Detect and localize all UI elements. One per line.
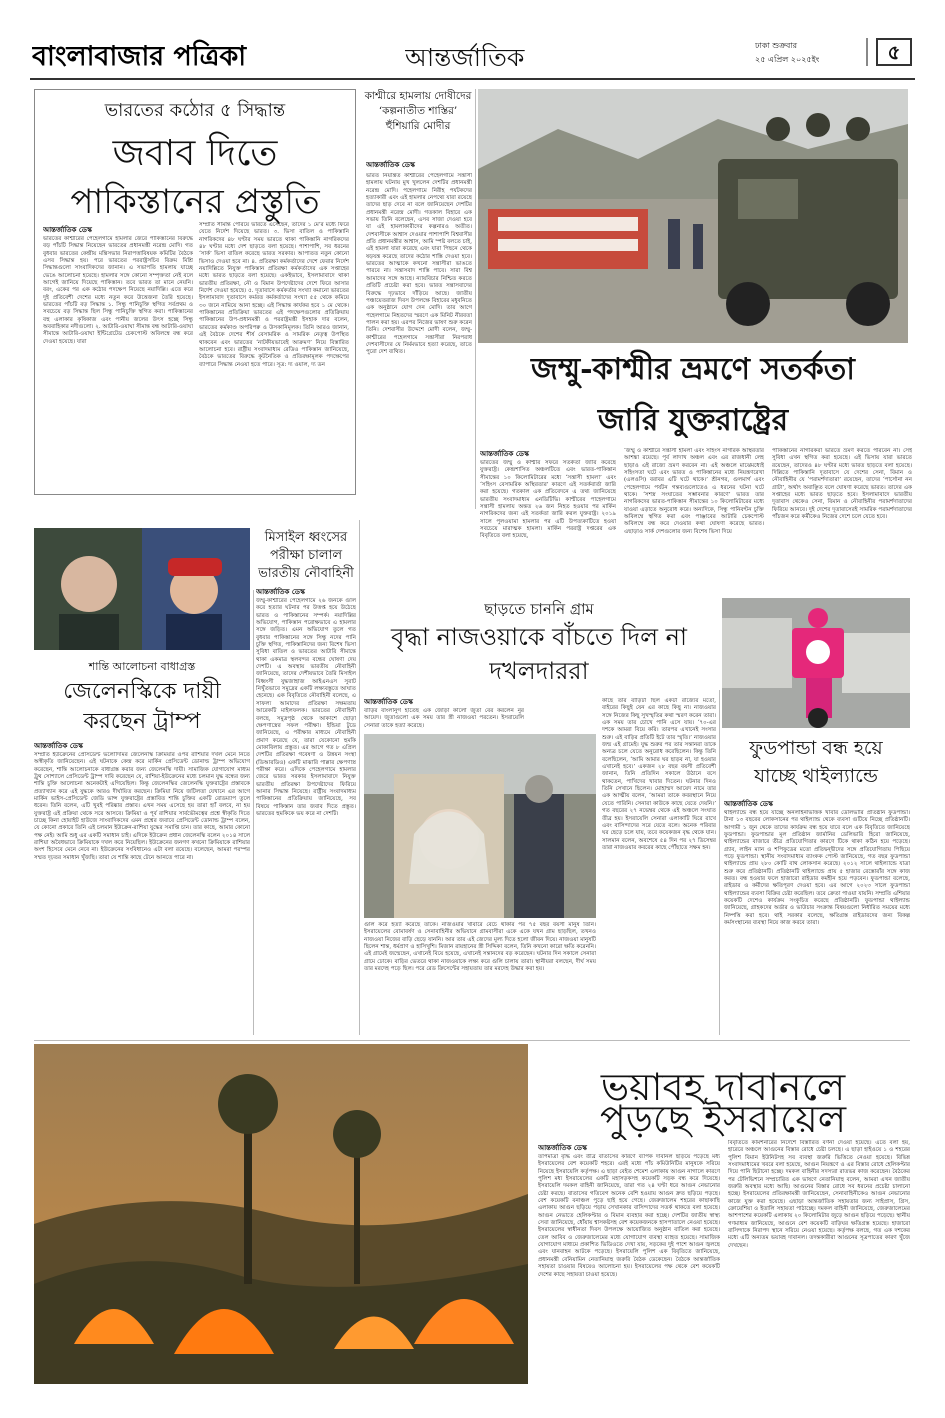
article-byline: আন্তর্জাতিক ডেস্ক xyxy=(34,742,83,750)
article-headline: বৃদ্ধা নাজওয়াকে বাঁচতে দিল না দখলদাররা xyxy=(391,623,687,685)
column-rule xyxy=(475,89,476,509)
article-body: থাইল্যান্ডে বন্ধ হয়ে যাচ্ছে অনলাইনভিত্তিক খাবার ডেলিভারি প্রতিষ্ঠান ফুডপান্ডা। টানা ১৩ বছরের লোকসানের পর থাইল্যান্ড থেকে ব্যবসা গুটিয়ে নিচ্ছে প্রতিষ্ঠানটি। আগামী ১ জুন থেকে তাদের কার্যক্রম বন্ধ হয়ে যাবে বলে এক বিবৃতিতে জানিয়েছে ফুডপান্ডা। ফুডপান্ডার মূল প্রতিষ্ঠান জার্মানির ডেলিভারি হিরো জানিয়েছে, থাইল্যান্ডের বাজারে তীব্র প্রতিযোগিতার কারণে টিকে থাকা কঠিন হয়ে পড়েছে। গ্র্যাব, লাইন ম্যান ও শপিফুডের মতো প্রতিদ্বন্দ্বীদের সঙ্গে প্রতিযোগিতায় পিছিয়ে পড়ে ফুডপান্ডা। স্থানীয় সংবাদমাধ্যম ব্যাংকক পোস্ট জানিয়েছে, গত বছর ফুডপান্ডা থাইল্যান্ডে প্রায় ২৮০ কোটি বাথ লোকসান করেছে। ২০১২ সালে থাইল্যান্ডে যাত্রা শুরু করে প্রতিষ্ঠানটি। প্রতিষ্ঠানটি থাইল্যান্ডে প্রায় ৫ হাজার রেস্তোরাঁর সঙ্গে কাজ করত। বন্ধ হওয়ার ফলে হাজারো রাইডার কর্মহীন হয়ে পড়বেন। ফুডপান্ডা বলেছে, রাইডার ও কর্মীদের ক্ষতিপূরণ দেওয়া হবে। এর আগে ২০২৩ সালে ফুডপান্ডা থাইল্যান্ডের ব্যবসা বিক্রির চেষ্টা করেছিল। তবে ক্রেতা পাওয়া যায়নি। সম্প্রতি এশিয়ার কয়েকটি দেশেও কার্যক্রম সংকুচিত করেছে প্রতিষ্ঠানটি। ফুডপান্ডা থাইল্যান্ড জানিয়েছে, গ্রাহকদের অর্ডার ও ভাউচার সংক্রান্ত বিষয়গুলো নির্ধারিত সময়ের মধ্যে নিষ্পত্তি করা হবে। থাই সরকার বলেছে, ক্ষতিগ্রস্ত রাইডারদের জন্য বিকল্প কর্মসংস্থানের ব্যবস্থা নিয়ে কাজ করবে তারা। xyxy=(724,810,910,927)
najwa-portrait-image xyxy=(364,734,596,918)
column-rule xyxy=(359,520,360,1035)
article-headline: জম্মু-কাশ্মীর ভ্রমণে সতর্কতা xyxy=(530,352,856,387)
article-body: ভারত নিয়ন্ত্রিত কাশ্মীরের পেহেলগামে সন্ত্রাসী হামলায় ঘটনায় মুখ খুললেন দেশটির প্রধানমন্ত্রী নরেন্দ্র মোদি। পহেলগামে নিরীহ পর্যটকদের হত্যাকারী এবং এই হামলার নেপথ্যে যারা রয়েছে তাদের ছাড় দেবে না বলে জানিয়েছেন দেশটির প্রধানমন্ত্রী নরেন্দ্র মোদী। গতকাল বিহারে এক সভায় তিনি বলেছেন, এসব সাজা দেওয়া হবে যা এই হামলাকারীদের কল্পনারও অতীত। দেশবাসীকে আশ্বাস দেওয়ার পাশাপাশি বিশ্ববাসীর প্রতি প্রধানমন্ত্রীর আশ্বাস, আমি স্পষ্ট বলতে চাই, এই হামলা যারা করেছে এবং যারা পিছনে থেকে ষড়যন্ত্র করেছে তাদের কঠোর শাস্তি দেওয়া হবে। ভারতের আত্মাকে কখনো সন্ত্রাসীরা ভাঙতে পারবে না। সন্ত্রাসবাদ শাস্তি পাবে। সারা বিশ্ব আমাদের সঙ্গে আছে। ন্যায়বিচার নিশ্চিত করতে প্রতিটি প্রচেষ্টা করা হবে। ভারত সন্ত্রাসবাদের বিরুদ্ধে দৃঢ়ভাবে দাঁড়িয়ে আছে। জাতীয় পঞ্চায়েতরাজ দিবস উপলক্ষে বিহারের মধুবনিতে এক অনুষ্ঠানে যোগ দেন মোদি। তার আগে পহেলগামে নিহতদের স্মরণে এক মিনিট নীরবতা পালন করা হয়। এরপর নিজের ভাষণ শুরু করেন তিনি। দেশবাসীর উদ্দেশে মোদী বলেন, জম্মু-কাশ্মীরের পহেলগামে সন্ত্রাসীরা নিরপরাধ দেশবাসীদের যে নির্মমভাবে হত্যা করেছে, তাতে পুরো দেশ ব্যথিত। xyxy=(366,173,472,356)
article-byline: আন্তর্জাতিক ডেস্ক xyxy=(538,1144,587,1152)
article-kicker: ভারতের কঠোর ৫ সিদ্ধান্ত xyxy=(104,100,286,120)
article-headline-2: জারি যুক্তরাষ্ট্রের xyxy=(597,403,789,438)
article-body: পাকিস্তানের নাগরিকরা ভারতে ভ্রমণ করতে পারবেন না। সেই সুবিধা এখন স্থগিত করা হয়েছে। এই ভিসায় যারা ভারতে রয়েছেন, তাদেরও ৪৮ ঘণ্টার মধ্যে ভারত ছাড়তে বলা হয়েছে। দিল্লিতে পাকিস্তানি দূতাবাসে যে দেশের সেনা, বিমান ও নৌবাহিনীর যে ‘পরামর্শদাতারা’ রয়েছেন, তাদের ‘পার্সোনা নন গ্রাটা’, অর্থাৎ অবাঞ্ছিত বলে ঘোষণা করেছে ভারত। তাদের এক সপ্তাহের মধ্যে ভারত ছাড়তে হবে। ইসলামাবাদে ভারতীয় দূতাবাস থেকেও সেনা, বিমান ও নৌবাহিনীর পরামর্শদাতাদের ফিরিয়ে আনবে। দুই দেশের দূতাবাসেরই সামরিক পরামর্শদাতাদের পাঁচজন করে কর্মীকেও নিজের দেশে চলে যেতে হবে। xyxy=(772,448,912,521)
article-headline: ফুডপান্ডা বন্ধ হয়ে xyxy=(749,737,883,759)
kashmir-police-image xyxy=(478,89,908,343)
foodpanda-rider-image xyxy=(722,598,910,728)
column-rule xyxy=(253,590,254,1035)
page-number: ৫ xyxy=(876,38,912,66)
article-body: জম্মু-কাশ্মীরের পেহেলগামে ২৬ জনকে গুলি করে হত্যার ঘটনার পর উত্তপ্ত হয়ে উঠেছে ভারত ও পাকিস্তানের সম্পর্ক। নয়াদিল্লির অভিযোগ, পাকিস্তান পরোক্ষভাবে এ হামলার সঙ্গে জড়িত। এমন অভিযোগ তুলে গত বুধবার পাকিস্তানের সঙ্গে সিন্ধু নদের পানি চুক্তি স্থগিত, পাকিস্তানিদের জন্য বিশেষ ভিসা সুবিধা বাতিল ও ভারতের আটারি সীমান্তে থাকা একমাত্র স্থলবন্দর বন্ধের ঘোষণা দেয় দেশটি। এ অবস্থায় ভারতীয় নৌবাহিনী জানিয়েছে, তাদের দেশীয়ভাবে তৈরি মিসাইল বিধ্বংসী যুদ্ধজাহাজ আইএনএস সুরাট নিখুঁতভাবে সমুদ্রের একটি লক্ষ্যবস্তুতে আঘাত হেনেছে। এক বিবৃতিতে নৌবাহিনী বলেছে, এ সাফল্য আমাদের প্রতিরক্ষা সক্ষমতায় আরেকটি মাইলফলক। ভারতের নৌবাহিনী বলছে, সমুদ্রপৃষ্ঠ থেকে আকাশে ছোড়া ক্ষেপণাস্ত্রের সফল পরীক্ষা। ইন্ডিয়া টুডে জানিয়েছে, এ পরীক্ষার মাধ্যমে নৌবাহিনী প্রমাণ করেছে যে, তারা যেকোনো হুমকি মোকাবিলায় প্রস্তুত। এর আগে গত ৮ এপ্রিল দেশটির প্রতিরক্ষা গবেষণা ও উন্নয়ন সংস্থা (ডিআরডিও) একটি মাঝারি পাল্লার ক্ষেপণাস্ত্র পরীক্ষা করে। এদিকে পেহেলগামে হামলার জেরে ভারত সরকার ইসলামাবাদে নিযুক্ত ভারতীয় প্রতিরক্ষা উপদেষ্টাদের ফিরিয়ে আনার সিদ্ধান্ত নিয়েছে। রাষ্ট্রীয় সংবাদমাধ্যম পাকিস্তানের প্রতিক্রিয়ায় জানিয়েছে, সব বিষয়ে পাকিস্তান তার জবাব দিতে প্রস্তুত। ভারতের হুমকিকে ভয় করে না দেশটি। xyxy=(256,598,356,817)
article-byline: আন্তর্জাতিক ডেস্ক xyxy=(724,800,773,808)
photo-israel-wildfire xyxy=(34,1044,528,1384)
masthead-logo: বাংলাবাজার পত্রিকা xyxy=(32,41,247,72)
header-separator xyxy=(866,38,868,66)
section-divider xyxy=(34,1040,910,1041)
article-kicker: শান্তি আলোচনা বাধাগ্রস্ত xyxy=(88,660,196,672)
photo-najwa xyxy=(364,734,596,918)
article-headline: পরীক্ষা চালাল xyxy=(269,548,343,563)
section-title: আন্তর্জাতিক xyxy=(405,43,525,72)
article-kicker: ছাড়তে চাননি গ্রাম xyxy=(484,600,594,618)
article-byline: আন্তর্জাতিক ডেস্ক xyxy=(256,588,305,596)
date-line-1: ঢাকা শুক্রবার xyxy=(755,41,798,50)
article-byline: আন্তর্জাতিক ডেস্ক xyxy=(364,698,413,706)
zelensky-trump-image xyxy=(34,528,250,650)
article-headline: মিসাইল ধ্বংসের xyxy=(264,530,348,545)
article-body: সম্প্রতি ইউক্রেনের প্রেসিডেন্ট ভলোদিমির জেলেনস্কি ক্রিমিয়ার ওপর রাশিয়ার দখল মেনে নিতে অস্বীকৃতি জানিয়েছেন। এই ঘটনাকে কেন্দ্র করে মার্কিন প্রেসিডেন্ট ডোনাল্ড ট্রাম্প অভিযোগ করেছেন, শান্তি আলোচনাকে বাধাগ্রস্ত করার জন্য জেলেনস্কি দায়ী। সামাজিক যোগাযোগ মাধ্যম ট্রুথ সোশ্যালে প্রেসিডেন্ট ট্রাম্প দাবি করেছেন যে, রাশিয়া-ইউক্রেনের মধ্যে চলমান যুদ্ধ বন্ধের জন্য শান্তি চুক্তি আলোচনা অনেকটাই এগিয়েছিল। কিন্তু জেলেনস্কির জেলেনস্কি যুক্তরাষ্ট্রের প্রস্তাবকে প্রত্যাখ্যান করে এই যুদ্ধকে আরও দীর্ঘায়িত করছেন। ক্রিমিয়া নিয়ে জটিলতা যেখানে এর আগে মার্কিন ভাইস-প্রেসিডেন্ট জেডি ভান্স যুক্তরাষ্ট্রের প্রস্তাবিত শান্তি চুক্তির একটি রোডম্যাপ তুলে ধরেন। তিনি বলেন, এটি খুবই পরিষ্কার প্রস্তাব। এখন সময় এসেছে হয় তারা হ্যাঁ বলবে, না হয় যুক্তরাষ্ট্র এই প্রক্রিয়া থেকে সরে আসবে। ক্রিমিয়া ও পূর্ব রাশিয়ার সার্বভৌমত্বের প্রশ্নে স্বীকৃতি দিতে চাচ্ছে কিনা হোয়াইট হাউজে সাংবাদিকদের এমন প্রশ্নের জবাবে প্রেসিডেন্ট ডোনাল্ড ট্রাম্প বলেন, যে কোনো প্রকারে তিনি এই চলমান ইউক্রেন-রাশিয়া যুদ্ধের সমাপ্তি চান। তার কাছে, আমার কোনো পক্ষ নেই। আমি শুধু এর একটি সমাধান চাই। এদিকে ইউক্রেন প্রধান জেলেনস্কি বলেন ২০১৪ সালে রাশিয়া অবৈধভাবে ক্রিমিয়াকে দখল করে নিয়েছিল। ইউক্রেনের জনগণ কখনো ক্রিমিয়াকে রাশিয়ার অংশ হিসেবে মেনে নেবে না। ইউক্রেনের সংবিধানেও এটা বলা রয়েছে। বলেছেন, আমরা পরস্পর সম্মত দৃঢ়তর সমাধান খুঁজছি। তারা যে শান্তি কাছে টেনে আনতে পারে না। xyxy=(34,752,250,861)
page-header xyxy=(0,0,945,82)
column-rule xyxy=(719,690,720,1035)
article-body: বিবৃতিতে কমিশনারের নির্দেশে বিস্তারিত বর্ণনা দেওয়া হয়েছে। এতে বলা হয়, হারেরে অঞ্চলে আগুনের বিস্তার রোধে চেষ্টা চলছে। এ ছাড়া হাইওয়ে ১ ও শহরের পুলিশ বিমান ইউনিটসহ সব ব্যবস্থা জরুরি ভিত্তিতে নেওয়া হয়েছে। বিভিন্ন সংবাদমাধ্যমের খবরে বলা হয়েছে, আগুন নিয়ন্ত্রণে ও এর বিস্তার রোধে হেলিকপ্টার দিয়ে পানি ছিটানো হচ্ছে। দমকল বাহিনীর সদস্যরা রাতভর কাজ করেছেন। বৈঠকের পর টেলিভিশনে সম্প্রচারিত এক ভাষণে নেতানিয়াহু বলেন, আমরা এখন জাতীয় জরুরি অবস্থার মধ্যে আছি। আগুনের বিস্তার রোধে সব ধরনের প্রচেষ্টা চালানো হচ্ছে। ইসরায়েলের প্রতিরক্ষামন্ত্রী জানিয়েছেন, সেনাবাহিনীকেও আগুন নেভানোর কাজে যুক্ত করা হয়েছে। এছাড়া আন্তর্জাতিক সহায়তার জন্য সাইপ্রাস, গ্রিস, ক্রোয়েশিয়া ও ইতালি সহায়তা পাঠাচ্ছে। দমকল বাহিনী জানিয়েছে, জেরুজালেমের আশপাশের কয়েকটি এলাকায় ২০ কিলোমিটার জুড়ে আগুন ছড়িয়ে পড়েছে। স্থানীয় গণমাধ্যম জানিয়েছে, আগুনে বেশ কয়েকটি বাড়িঘর ক্ষতিগ্রস্ত হয়েছে। হাজারো বাসিন্দাকে নিরাপদ স্থানে সরিয়ে নেওয়া হয়েছে। কর্তৃপক্ষ বলছে, গত এক দশকের মধ্যে এটি অন্যতম ভয়াবহ দাবানল। তদন্তকারীরা আগুনের সূত্রপাতের কারণ খুঁজে দেখছেন। xyxy=(728,1140,910,1249)
article-body: গুলি করে হত্যা করেছে তাকে। নাজওয়ার খাবারে বেঁচে থাকার পর ৭৫ বছর বয়সী মানুষ তিনি। ইসরায়েলের বোমাবর্ষণ ও সেনাবাহিনীর অভিযানে গ্রামবাসীরা একে একে যখন গ্রাম ছাড়ছিল, তখনও নাজওয়া নিজের বাড়ি ছেড়ে যাননি। আর তার এই জেদের মূল্য দিতে হলো জীবন দিয়ে। নাজওয়া মানুষটি ছিলেন শান্ত, ধর্মপ্রাণ ও হাসিখুশি। মিজান রায়হানের স্ত্রী সিদ্দিকা বলেন, তিনি কখনো কারো ক্ষতি করেননি। এই গ্রামেই জন্মেছেন, এখানেই বিয়ে হয়েছে, এখানেই সন্তানদের বড় করেছেন। ঘটনার দিন সকালে সেনারা গ্রামে ঢোকে। বাড়ির ভেতরে থাকা নাজওয়াকে লক্ষ্য করে গুলি চালায় তারা। স্থানীয়রা বলছেন, দীর্ঘ সময় তার মরদেহ পড়ে ছিল। পরে রেড ক্রিসেন্টের সহায়তায় তার মরদেহ উদ্ধার করা হয়। xyxy=(364,922,596,973)
header-rule xyxy=(30,78,915,80)
article-byline: আন্তর্জাতিক ডেস্ক xyxy=(43,226,92,234)
article-body: ভারতের কাশ্মীরের পেহেলগামে হামলার জেরে পাকিস্তানের বিরুদ্ধে বড় পাঁচটি সিদ্ধান্ত নিয়েছেন ভারতের প্রধানমন্ত্রী নরেন্দ্র মোদি। গত বুধবার ভারতের কেন্দ্রীয় মন্ত্রিসভার নিরাপত্তাবিষয়ক কমিটির বৈঠকে এসব সিদ্ধান্ত হয়। পরে ভারতের পররাষ্ট্রসচিব বিক্রম মিশ্রি সিদ্ধান্তগুলো সাংবাদিকদের জানান। এ সভাপতি হামলায় যাচ্ছে ভেঙে আলোচনা হয়েছে। হামলার সঙ্গে কোনো সম্পৃক্ততা নেই বলে আগেই জানিয়ে দিয়েছে পাকিস্তান। তবে ভারত তা মানে নেয়নি। বরং, একের পর এক কঠোর পদক্ষেপ নিয়েছে নয়াদিল্লি। এতে করে দুই প্রতিবেশী দেশের মধ্যে নতুন করে উত্তেজনা তৈরি হয়েছে। ভারতের পাঁচটি বড় সিদ্ধান্ত ১. সিন্ধু পানিচুক্তি স্থগিত সর্বপ্রথম ও সবচেয়ে বড় সিদ্ধান্ত ছিল সিন্ধু পানিচুক্তি স্থগিত করা। পাকিস্তানের বহু এলাকার কৃষিকাজ এবং পানীয় জলের উৎস হচ্ছে সিন্ধু অববাহিকার নদীগুলো। ২. আটারি-ওয়াঘা সীমান্ত বন্ধ আটারি-ওয়াঘা সীমান্তে আটারি-ওয়াঘা ইন্টিগ্রেটেড চেকপোস্ট অবিলম্বে বন্ধ করে দেওয়া হয়েছে। যারা xyxy=(43,236,193,345)
wildfire-image xyxy=(34,1044,528,1384)
article-india-decisions xyxy=(34,89,356,495)
article-headline: জেলেনস্কিকে দায়ী xyxy=(63,679,221,704)
article-headline: পাকিস্তানের প্রস্তুতি xyxy=(70,182,320,222)
article-byline: আন্তর্জাতিক ডেস্ক xyxy=(480,450,529,458)
article-body: সম্প্রতি সীমান্ত পেরিয়ে ভারতে এসেছেন, তাদের ১ মে’র মধ্যে ফিরে যেতে নির্দেশ দিয়েছে ভারত। ৩. ভিসা বাতিল ও পাকিস্তানি নাগরিকদের ৪৮ ঘণ্টার সময় ভারতে থাকা পাকিস্তানি নাগরিকদের ৪৮ ঘণ্টার মধ্যে দেশ ছাড়তে বলা হয়েছে। পাশাপাশি, সব ধরনের ‘সার্ক’ ভিসা বাতিল করেছে ভারত সরকার। আপাতত নতুন কোনো ভিসাও দেওয়া হবে না। ৪. প্রতিরক্ষা কর্মকর্তাদের দেশে ফেরার নির্দেশ নয়াদিল্লিতে নিযুক্ত পাকিস্তান প্রতিরক্ষা কর্মকর্তাদের এক সপ্তাহের মধ্যে ভারত ছাড়তে বলা হয়েছে। একইভাবে, ইসলামাবাদে থাকা ভারতীয় প্রতিরক্ষা, নৌ ও বিমান উপদেষ্টাদের দেশে ফিরে আসার নির্দেশ দেওয়া হয়েছে। ৫. দূতাবাসে কর্মকর্তার সংখ্যা কমানো ভারতের ইসলামাবাদ দূতাবাসে কর্মরত কর্মকর্তাদের সংখ্যা ৫৫ থেকে কমিয়ে ৩০ জনে নামিয়ে আনা হচ্ছে। এই সিদ্ধান্ত কার্যকর হবে ১ মে থেকে। পাকিস্তানের প্রতিক্রিয়া ভারতের এই পদক্ষেপগুলোর প্রতিক্রিয়ায় পাকিস্তানের উপ-প্রধানমন্ত্রী ও পররাষ্ট্রমন্ত্রী ইসহাক দার বলেন, ভারতের কর্মকাণ্ড অপরিপক্ব ও উসকানিমূলক। তিনি আরও জানান, এই বৈঠকে দেশের শীর্ষ বেসামরিক ও সামরিক নেতৃত্ব উপস্থিত থাকবেন এবং ভারতের ‘নাটকীয়ভাবেই আক্রমণ’ নিয়ে বিস্তারিত আলোচনা হবে। রাষ্ট্রীয় সংবাদমাধ্যম রেডিও পাকিস্তান জানিয়েছে, বৈঠকে ভারতের বিরুদ্ধে কূটনৈতিক ও প্রতিরক্ষামূলক পদক্ষেপের ব্যাপারে সিদ্ধান্ত নেওয়া হতে পারে। সূত্র: দ্য ওয়াল, দ্য ডন xyxy=(199,222,349,368)
article-body: ভারতের জম্মু ও কাশ্মীর সফরে সতর্কতা জারি করেছে যুক্তরাষ্ট্র। কেন্দ্রশাসিত অঞ্চলটিতে এবং ভারত-পাকিস্তান সীমান্তের ১০ কিলোমিটারের মধ্যে ‘সন্ত্রাসী হামলা’ এবং ‘সহিংস বেসামরিক অস্থিরতার’ কারণে এই সতর্কবার্তা জারি করা হয়েছে। গতকাল এক প্রতিবেদনে এ তথ্য জানিয়েছে ভারতীয় সংবাদমাধ্যম এনডিটিভি। কাশ্মীরের পাহেলগামে সন্ত্রাসী হামলায় অন্তত ২৬ জন নিহত হওয়ার পর মার্কিন নাগরিকদের জন্য এই সতর্কতা জারি করল যুক্তরাষ্ট্র। ২০১৯ সালে পুলওয়ামা হামলার পর এটি উপত্যকাটিতে হওয়া সবচেয়ে মারাত্মক হামলা। মার্কিন পররাষ্ট্র দপ্তরের এক বিবৃতিতে বলা হয়েছে, xyxy=(480,460,616,540)
article-kicker: কাশ্মীরে হামলায় দোষীদের ‘কল্পনাতীত শাস্তির’ হুঁশিয়ারি মোদীর xyxy=(364,90,472,132)
article-headline: করছেন ট্রাম্প xyxy=(83,709,201,734)
photo-foodpanda-rider xyxy=(722,598,910,728)
date-line-2: ২৫ এপ্রিল ২০২৫ইং xyxy=(755,55,820,64)
article-headline: পুড়ছে ইসরায়েল xyxy=(599,1097,847,1140)
article-headline: যাচ্ছে থাইল্যান্ডে xyxy=(754,765,878,787)
article-byline: আন্তর্জাতিক ডেস্ক xyxy=(366,161,415,169)
article-headline: ভারতীয় নৌবাহিনী xyxy=(258,566,354,581)
article-body: কাছে তার বাড়িটা ছিল একটা রাজ্যের মতো, বাইরের কিছুই যেন এর কাছে কিছু না। নাজওয়ার সঙ্গে নিজের কিছু সুখস্মৃতির কথা স্মরণ করেন তারা। এক সময় তার চোখে পানি এসে যায়। ‘৭০-এর দশকে আমরা বিয়ে করি। তারপর এখানেই সংসার শুরু। এই বাড়ির প্রতিটি ইটে তার স্মৃতি।’ নাজওয়ার জন্ম এই গ্রামেই। যুদ্ধ শুরুর পর তার সন্তানরা তাকে অন্যত্র চলে যেতে অনুরোধ করেছিলেন। কিন্তু তিনি বলেছিলেন, ‘আমি আমার ঘর ছাড়ব না, যা হওয়ার এখানেই হবে।’ একজন ২৮ বছর বয়সী প্রতিবেশী জানান, তিনি প্রতিদিন সকালে উঠানে বসে থাকতেন, পাখিদের খাবার দিতেন। ঘটনার দিনও তিনি সেখানে ছিলেন। মোহাম্মদ আয়েদ নামে তার এক আত্মীয় বলেন, ‘আমরা তাকে কবরস্থানে নিয়ে যেতে পারিনি। সেনারা কাউকে কাছে যেতে দেয়নি।’ গত বছরের ২৭ নভেম্বর থেকে এই অঞ্চলে সংঘাত তীব্র হয়। ইসরায়েলি সেনারা এলাকাটি ঘিরে রাখে এবং বাসিন্দাদের সরে যেতে বলে। অনেক পরিবার ঘর ছেড়ে চলে যায়, তবে কয়েকজন বৃদ্ধ থেকে যান। সালমান বলেন, অবশেষে ৫৪ দিন পর ২৭ ডিসেম্বর তারা নাজওয়ার কবরের কাছে পৌঁছাতে সক্ষম হন। xyxy=(602,698,716,851)
article-modi-warning xyxy=(364,89,472,509)
photo-zelensky-trump xyxy=(34,528,250,650)
article-body: তাপমাত্রা বৃদ্ধি এবং তীব্র বাতাসের কারণে ব্যাপক দাবানল ছড়িয়ে পড়েছে মধ্য ইসরায়েলের বেশ কয়েকটি শহরে। এরই মধ্যে পাঁচ কমিউনিটির মানুষকে সরিয়ে নিয়েছে ইসরায়েলি কর্তৃপক্ষ। এ ছাড়া বেইত শেমেশ এলাকায় আগুন নাগালে কারণে পুলিশ মধ্য ইসরায়েলের একটি মহাসড়কসহ কয়েকটি সড়ক বন্ধ করে দিয়েছে। ইসরায়েলি দমকল বাহিনী জানিয়েছে, তারা গত ২৪ ঘণ্টা ধরে আগুন নেভানোর চেষ্টা করছে। বাতাসের গতিবেগ অনেক বেশি হওয়ায় আগুন দ্রুত ছড়িয়ে পড়ছে। বেশ কয়েকটি বনাঞ্চল পুড়ে ছাই হয়ে গেছে। জেরুজালেম শহরের কাছাকাছি এলাকায় আগুন ছড়িয়ে পড়ায় সেখানকার বাসিন্দাদের সতর্ক থাকতে বলা হয়েছে। আগুন নেভাতে হেলিকপ্টার ও বিমান ব্যবহার করা হচ্ছে। দেশটির জাতীয় স্বাস্থ্য সেবা জানিয়েছে, ধোঁয়ায় শ্বাসকষ্টসহ বেশ কয়েকজনকে হাসপাতালে নেওয়া হয়েছে। ইসরায়েলের স্বাধীনতা দিবস উপলক্ষে আয়োজিত অনুষ্ঠান বাতিল করা হয়েছে। তেল আবিব ও জেরুজালেমের মধ্যে যোগাযোগ ব্যবস্থা ব্যাহত হয়েছে। সামাজিক যোগাযোগ মাধ্যমে প্রকাশিত ভিডিওতে দেখা যায়, সড়কের দুই পাশে আগুন জ্বলছে এবং যানবাহন আটকে পড়েছে। ইসরায়েলি পুলিশ এক বিবৃতিতে জানিয়েছে, প্রধানমন্ত্রী বেনিয়ামিন নেতানিয়াহু জরুরি বৈঠক ডেকেছেন। বৈঠকে আন্তর্জাতিক সহায়তা চাওয়ার বিষয়েও আলোচনা হয়। ইসরায়েলের পক্ষ থেকে বেশ কয়েকটি দেশের কাছে সহায়তা চাওয়া হয়েছে। xyxy=(538,1154,720,1278)
article-body: ‘জম্মু ও কাশ্মীরে সন্ত্রাসী হামলা এবং সহিংস নাগরিক অস্থিরতার আশঙ্কা রয়েছে। পূর্ব লাদাখ অঞ্চল এবং এর রাজধানী লেহ ছাড়াও এই রাজ্যে ভ্রমণ করবেন না। এই অঞ্চলে মাঝেমধ্যেই সহিংসতা ঘটে এবং ভারত ও পাকিস্তানের মধ্যে নিয়ন্ত্রণরেখা (এলওসি) বরাবর এটি ঘটে থাকে।’ শ্রীনগর, গুলমার্গ এবং পেহেলগামে পর্যটন গন্তব্যগুলোতেও এ ধরনের ঘটনা ঘটে থাকে। ‘সশস্ত্র সংঘাতের সম্ভাবনার কারণে’ ভারত তার নাগরিকদের ভারত-পাকিস্তান সীমান্তের ১০ কিলোমিটারের মধ্যে যাওয়া এড়াতে অনুরোধ করে। অন্যদিকে, সিন্ধু পানিবণ্টন চুক্তি অবিলম্বে স্থগিত করা এবং পাঞ্জাবের আটারি চেকপোস্ট অবিলম্বে বন্ধ করে দেওয়ার কথা ঘোষণা করেছে ভারত। এছাড়াও সার্ক দেশগুলোর জন্য বিশেষ ভিসা দিয়ে xyxy=(624,448,764,535)
article-body: বাড়ির বাংলানুগ হাতেছ এক জোড়া কালো জুতা বের করলেন নুর আয়েদ। জুতাগুলো এক সময় তার স্ত্রী নাজওয়া পরতেন। ইসরায়েলি সেনারা তাকে হত্যা করেছে। xyxy=(364,708,524,729)
photo-kashmir-police xyxy=(478,89,908,343)
article-headline: জবাব দিতে xyxy=(112,133,278,174)
article-headline: ভয়াবহ দাবানলে xyxy=(600,1065,846,1108)
